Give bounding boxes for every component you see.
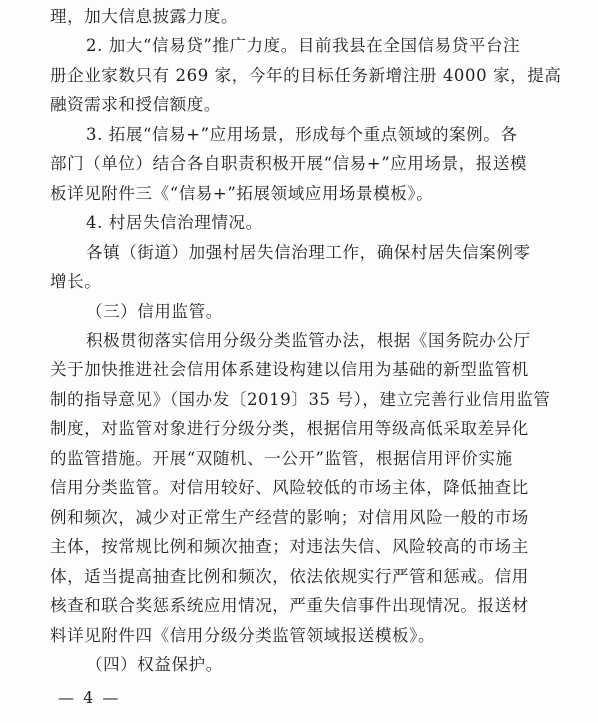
section-heading: （三）信用监管。 [86, 302, 223, 321]
text-line: 部门（单位）结合各自职责积极开展“信易+”应用场景，报送模 [50, 154, 528, 173]
text-line: 制的指导意见》（国办发〔2019〕35 号），建立完善行业信用监管 [50, 390, 551, 409]
text-line: 例和频次，减少对正常生产经营的影响；对信用风险一般的市场 [50, 508, 529, 527]
text-line: 册企业家数只有 269 家，今年的目标任务新增注册 4000 家，提高 [50, 66, 562, 85]
text-line: 的监管措施。开展“双随机、一公开”监管，根据信用评价实施 [50, 449, 513, 468]
page-number: — 4 — [58, 688, 121, 707]
text-line: 各镇（街道）加强村居失信治理工作，确保村居失信案例零 [86, 243, 531, 262]
text-line: 关于加快推进社会信用体系建设构建以信用为基础的新型监管机 [50, 360, 529, 379]
text-line: 融资需求和授信额度。 [50, 95, 221, 114]
text-line: 积极贯彻落实信用分级分类监管办法，根据《国务院办公厅 [86, 331, 531, 350]
text-line: 料详见附件四《信用分级分类监管领域报送模板》。 [50, 626, 436, 645]
text-line: 主体，按常规比例和频次抽查；对违法失信、风险较高的市场主 [50, 537, 529, 556]
text-line: 理，加大信息披露力度。 [50, 7, 239, 26]
text-line: 核查和联合奖惩系统应用情况，严重失信事件出现情况。报送材 [50, 596, 529, 615]
text-line: 4. 村居失信治理情况。 [86, 213, 263, 232]
text-line: 制度，对监管对象进行分级分类，根据信用等级高低采取差异化 [50, 419, 529, 438]
text-line: 2. 加大“信易贷”推广力度。目前我县在全国信易贷平台注 [86, 36, 521, 55]
text-line: 体，适当提高抽查比例和频次，依法依规实行严管和惩戒。信用 [50, 567, 529, 586]
text-line: 板详见附件三《“信易+”拓展领域应用场景模板》。 [50, 184, 434, 203]
section-heading: （四）权益保护。 [86, 655, 223, 674]
text-line: 信用分类监管。对信用较好、风险较低的市场主体，降低抽查比 [50, 478, 529, 497]
text-line: 3. 拓展“信易+”应用场景，形成每个重点领域的案例。各 [86, 125, 518, 144]
text-line: 增长。 [50, 272, 102, 291]
